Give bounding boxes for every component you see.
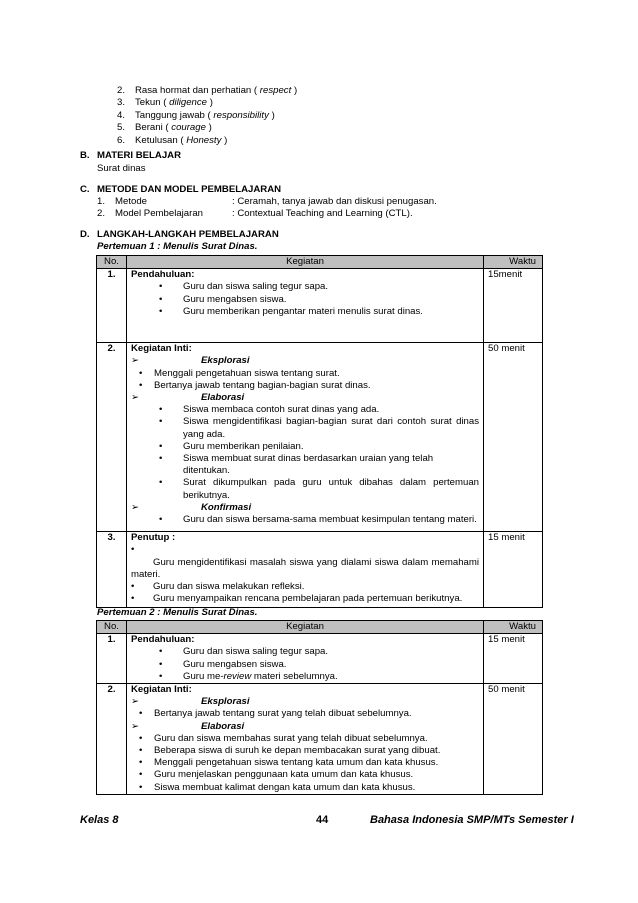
list-item: • Guru memberikan pengantar materi menulis surat dinas.: [131, 306, 479, 318]
header-waktu: Waktu: [484, 256, 543, 269]
list-item: • Menggali pengetahuan siswa tentang kata umum dan kata khusus.: [131, 757, 479, 769]
list-item: • Siswa membuat kalimat dengan kata umum dan kata khusus.: [131, 782, 479, 794]
list-item: • Bertanya jawab tentang surat yang telah dibuat sebelumnya.: [131, 708, 479, 720]
method-row: 1. Metode : Ceramah, tanya jawab dan diskusi penugasan.: [97, 196, 437, 207]
section-body: Surat dinas: [97, 163, 146, 174]
table-row: 1. Pendahuluan: • Guru dan siswa saling tegur sapa. • Guru mengabsen siswa. • Guru me-review materi sebelumnya. 15 menit: [97, 634, 543, 684]
time-cell: 50 menit: [484, 343, 543, 532]
time-cell: 50 menit: [484, 684, 543, 795]
time-cell: 15menit: [484, 269, 543, 343]
list-item: • Guru mengidentifikasi masalah siswa yang dialami siswa dalam memahami materi.: [131, 544, 479, 581]
list-item: • Guru memberikan penilaian.: [131, 441, 479, 453]
activity-cell: Kegiatan Inti: ➢ Eksplorasi • Bertanya jawab tentang surat yang telah dibuat sebelumnya. ➢ Elaborasi • Guru dan siswa membahas surat yang telah dibuat sebelumnya. • Beberapa siswa di suruh ke depan membacakan surat yang dibuat. • Menggali pengetahuan siswa tentang kata umum dan kata khusus. • Guru menjelaskan penggunaan kata umum dan kata khusus. • Siswa membuat kalimat dengan kata umum dan kata khusus.: [127, 684, 484, 795]
table-header-row: [97, 621, 543, 634]
header-waktu: Waktu: [484, 621, 543, 634]
table-row: 2. Kegiatan Inti: ➢ Eksplorasi • Bertanya jawab tentang surat yang telah dibuat sebelumnya. ➢ Elaborasi • Guru dan siswa membahas surat yang telah dibuat sebelumnya. • Beberapa siswa di suruh ke depan membacakan surat yang dibuat. • Menggali pengetahuan siswa tentang kata umum dan kata khusus. • Guru menjelaskan penggunaan kata umum dan kata khusus. • Siswa membuat kalimat dengan kata umum dan kata khusus. 50 menit: [97, 684, 543, 795]
list-item: • Guru menyampaikan rencana pembelajaran pada pertemuan berikutnya.: [131, 593, 479, 605]
list-item: • Guru dan siswa membahas surat yang telah dibuat sebelumnya.: [131, 733, 479, 745]
activity-cell: Kegiatan Inti: ➢ Eksplorasi • Menggali pengetahuan siswa tentang surat. • Bertanya jawab tentang bagian-bagian surat dinas. ➢ Elaborasi • Siswa membaca contoh surat dinas yang ada. • Siswa mengidentifikasi bagian-bagian surat dari contoh surat dinas yang ada. • Guru memberikan penilaian. • Siswa membuat surat dinas berdasarkan uraian yang telah ditentukan. • Surat dikumpulkan pada guru untuk dibahas dalam pertemuan berikutnya. ➢ Konfirmasi • Guru dan siswa bersama-sama membuat kesimpulan tentang materi.: [127, 343, 484, 532]
meeting-title: Pertemuan 2 : Menulis Surat Dinas.: [97, 607, 258, 618]
header-kegiatan: Kegiatan: [127, 256, 484, 269]
section-heading: METODE DAN MODEL PEMBELAJARAN: [97, 184, 282, 195]
list-item: • Siswa mengidentifikasi bagian-bagian surat dari contoh surat dinas yang ada.: [131, 416, 479, 440]
list-item: 5. Berani ( courage ): [117, 122, 212, 134]
time-cell: 15 menit: [484, 634, 543, 684]
arrow-bullet-icon: ➢: [131, 392, 140, 404]
list-item: • Bertanya jawab tentang bagian-bagian surat dinas.: [131, 380, 479, 392]
page-number: 44: [316, 814, 329, 826]
method-row: 2. Model Pembelajaran : Contextual Teaching and Learning (CTL).: [97, 208, 413, 219]
table-header-row: [97, 256, 543, 269]
activity-cell: Penutup : • Guru mengidentifikasi masalah siswa yang dialami siswa dalam memahami materi. • Guru dan siswa melakukan refleksi. • Guru menyampaikan rencana pembelajaran pada pertemuan berikutnya.: [127, 532, 484, 608]
list-item: • Surat dikumpulkan pada guru untuk dibahas dalam pertemuan berikutnya.: [131, 477, 479, 501]
table-row: 1. Pendahuluan: • Guru dan siswa saling tegur sapa. • Guru mengabsen siswa. • Guru memberikan pengantar materi menulis surat dinas. 15menit: [97, 269, 543, 343]
section-heading: MATERI BELAJAR: [97, 150, 182, 161]
section-letter: B.: [80, 150, 90, 161]
activity-cell: Pendahuluan: • Guru dan siswa saling tegur sapa. • Guru mengabsen siswa. • Guru me-review materi sebelumnya.: [127, 634, 484, 684]
list-item: • Guru menjelaskan penggunaan kata umum dan kata khusus.: [131, 769, 479, 781]
arrow-bullet-icon: ➢: [131, 355, 140, 367]
meeting-title: Pertemuan 1 : Menulis Surat Dinas.: [97, 241, 258, 252]
table-row: 3. Penutup : • Guru mengidentifikasi masalah siswa yang dialami siswa dalam memahami materi. • Guru dan siswa melakukan refleksi. • Guru menyampaikan rencana pembelajaran pada pertemuan berikutnya. 15 menit: [97, 532, 543, 608]
arrow-bullet-icon: ➢: [131, 501, 140, 513]
list-item: • Guru dan siswa saling tegur sapa.: [131, 646, 479, 658]
section-letter: D.: [80, 229, 90, 240]
list-item: • Guru me-review materi sebelumnya.: [131, 671, 479, 683]
arrow-bullet-icon: ➢: [131, 696, 140, 708]
list-item: • Siswa membuat surat dinas berdasarkan uraian yang telah ditentukan.: [131, 453, 479, 477]
activity-cell: Pendahuluan: • Guru dan siswa saling tegur sapa. • Guru mengabsen siswa. • Guru memberikan pengantar materi menulis surat dinas.: [127, 269, 484, 343]
list-item: • Menggali pengetahuan siswa tentang surat.: [131, 368, 479, 380]
section-heading: LANGKAH-LANGKAH PEMBELAJARAN: [97, 229, 279, 240]
activity-table-1: [96, 255, 543, 608]
header-no: No.: [97, 621, 127, 634]
footer-class: Kelas 8: [80, 814, 119, 826]
list-item: • Beberapa siswa di suruh ke depan membacakan surat yang dibuat.: [131, 745, 479, 757]
footer-subject: Bahasa Indonesia SMP/MTs Semester I: [370, 814, 574, 826]
list-item: 2. Rasa hormat dan perhatian ( respect ): [117, 85, 298, 96]
header-kegiatan: Kegiatan: [127, 621, 484, 634]
activity-table-2: [96, 620, 543, 795]
time-cell: 15 menit: [484, 532, 543, 608]
list-item: • Guru mengabsen siswa.: [131, 294, 479, 306]
list-item: • Guru mengabsen siswa.: [131, 659, 479, 671]
values-list: [117, 85, 297, 147]
header-no: No.: [97, 256, 127, 269]
list-item: 4. Tanggung jawab ( responsibility ): [117, 109, 275, 121]
list-item: • Guru dan siswa melakukan refleksi.: [131, 581, 479, 593]
table-row: 2. Kegiatan Inti: ➢ Eksplorasi • Menggali pengetahuan siswa tentang surat. • Bertanya jawab tentang bagian-bagian surat dinas. ➢ Elaborasi • Siswa membaca contoh surat dinas yang ada. • Siswa mengidentifikasi bagian-bagian surat dari contoh surat dinas yang ada. • Guru memberikan penilaian. • Siswa membuat surat dinas berdasarkan uraian yang telah ditentukan. • Surat dikumpulkan pada guru untuk dibahas dalam pertemuan berikutnya. ➢ Konfirmasi • Guru dan siswa bersama-sama membuat kesimpulan tentang materi. 50 menit: [97, 343, 543, 532]
list-item: • Siswa membaca contoh surat dinas yang ada.: [131, 404, 479, 416]
list-item: • Guru dan siswa bersama-sama membuat kesimpulan tentang materi.: [131, 514, 479, 526]
list-item: 3. Tekun ( diligence ): [117, 97, 213, 109]
arrow-bullet-icon: ➢: [131, 720, 140, 732]
section-letter: C.: [80, 184, 90, 195]
list-item: 6. Ketulusan ( Honesty ): [117, 134, 228, 146]
list-item: • Guru dan siswa saling tegur sapa.: [131, 281, 479, 293]
